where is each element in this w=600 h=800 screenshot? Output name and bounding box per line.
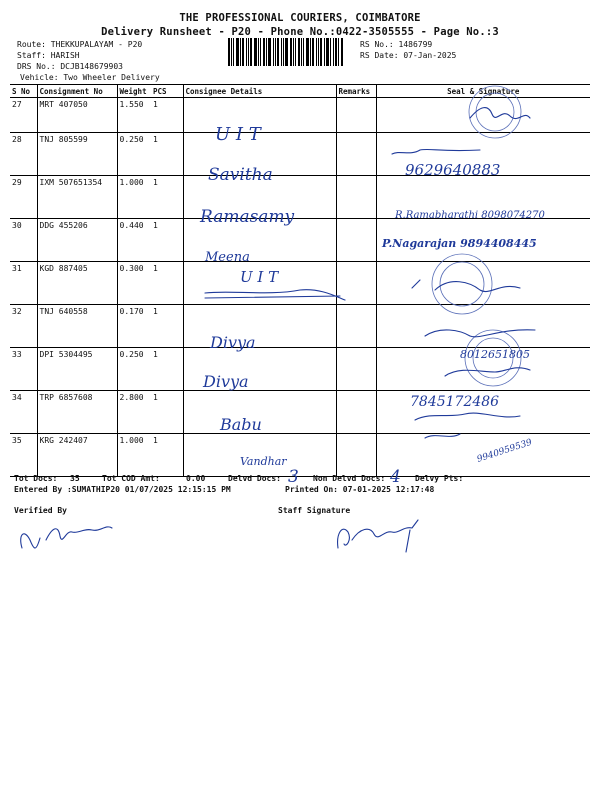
- row-weight: 1.550: [117, 98, 151, 133]
- entered-by: Entered By :SUMATHIP20 01/07/2025 12:15:15 PM: [14, 485, 231, 494]
- tot-cod-value: 0.00: [186, 474, 206, 483]
- staff-label: Staff: HARISH: [17, 51, 80, 60]
- signature-handwriting: P.Nagarajan 9894408445: [382, 237, 537, 250]
- row-pcs: 1: [151, 98, 183, 133]
- delvd-docs-handwritten: 3: [288, 467, 299, 487]
- row-sno: 28: [10, 133, 37, 176]
- rs-number: RS No.: 1486799: [360, 40, 433, 49]
- rs-date: RS Date: 07-Jan-2025: [360, 51, 457, 60]
- non-delvd-docs-handwritten: 4: [390, 467, 401, 487]
- consignee-handwriting: Babu: [220, 415, 262, 434]
- row-pcs: 1: [151, 348, 183, 391]
- delvd-docs-label: Delvd Docs:: [228, 474, 281, 483]
- row-pcs: 1: [151, 262, 183, 305]
- staff-signature-scribble: [338, 520, 418, 552]
- row-weight: 0.440: [117, 219, 151, 262]
- company-title: THE PROFESSIONAL COURIERS, COIMBATORE: [179, 12, 421, 24]
- signature-scribble: [415, 413, 520, 420]
- consignee-handwriting: U I T: [215, 124, 261, 145]
- row-consignment-no: IXM 507651354: [37, 176, 117, 219]
- consignee-handwriting: Divya: [210, 333, 256, 352]
- row-consignment-no: TRP 6857608: [37, 391, 117, 434]
- verified-by-signature: [21, 527, 112, 548]
- consignee-handwriting: Divya: [203, 372, 249, 391]
- signature-handwriting: 8012651805: [460, 348, 530, 361]
- row-consignment-no: TNJ 805599: [37, 133, 117, 176]
- row-consignment-no: KRG 242407: [37, 434, 117, 477]
- row-pcs: 1: [151, 176, 183, 219]
- staff-signature-label: Staff Signature: [278, 506, 351, 515]
- row-pcs: 1: [151, 434, 183, 477]
- row-sno: 32: [10, 305, 37, 348]
- signature-scribble: [425, 434, 460, 438]
- col-remarks: Remarks: [336, 85, 376, 98]
- printed-on: Printed On: 07-01-2025 12:17:48: [285, 485, 435, 494]
- row-consignment-no: DDG 455206: [37, 219, 117, 262]
- row-consignment-no: KGD 887405: [37, 262, 117, 305]
- consignee-handwriting: Vandhar: [240, 455, 287, 468]
- signature-handwriting: 9629640883: [405, 161, 501, 179]
- delvy-pts-label: Delvy Pts:: [415, 474, 464, 483]
- row-consignment-no: MRT 407050: [37, 98, 117, 133]
- signature-scribble: [412, 280, 520, 292]
- strike-through-line: [205, 296, 340, 298]
- row-pcs: 1: [151, 305, 183, 348]
- row-weight: 0.250: [117, 348, 151, 391]
- verified-by-label: Verified By: [14, 506, 67, 515]
- consignee-handwriting: Savitha: [208, 165, 273, 185]
- signature-scribble: [392, 149, 480, 154]
- tot-docs-label: Tot Docs:: [14, 474, 58, 483]
- row-pcs: 1: [151, 133, 183, 176]
- vehicle-label: Vehicle: Two Wheeler Delivery: [20, 73, 160, 82]
- col-weight: Weight: [117, 85, 151, 98]
- seal-stamp-icon: [469, 86, 521, 138]
- row-weight: 0.300: [117, 262, 151, 305]
- row-sno: 31: [10, 262, 37, 305]
- signature-handwriting: 9940959539: [475, 437, 534, 465]
- row-pcs: 1: [151, 391, 183, 434]
- route-label: Route: THEKKUPALAYAM - P20: [17, 40, 143, 49]
- row-weight: 0.170: [117, 305, 151, 348]
- consignee-handwriting: Ramasamy: [200, 207, 295, 227]
- col-sno: S No: [10, 85, 37, 98]
- row-weight: 0.250: [117, 133, 151, 176]
- row-consignment-no: DPI 5304495: [37, 348, 117, 391]
- runsheet-subtitle: Delivery Runsheet - P20 - Phone No.:0422-3505555 - Page No.:3: [101, 26, 499, 38]
- consignee-handwriting: Meena: [205, 250, 250, 265]
- signature-handwriting: R.Ramabharathi 8098074270: [395, 210, 545, 221]
- drs-number: DRS No.: DCJB148679903: [17, 62, 123, 71]
- col-consignee: Consignee Details: [183, 85, 336, 98]
- consignee-handwriting: U I T: [240, 268, 279, 286]
- row-pcs: 1: [151, 219, 183, 262]
- row-sno: 35: [10, 434, 37, 477]
- row-sno: 33: [10, 348, 37, 391]
- col-pcs: PCS: [151, 85, 183, 98]
- col-seal-signature: Seal & Signature: [376, 85, 590, 98]
- row-weight: 2.800: [117, 391, 151, 434]
- row-sno: 27: [10, 98, 37, 133]
- row-consignment-no: TNJ 640558: [37, 305, 117, 348]
- strike-through-scribble: [205, 290, 345, 300]
- seal-stamp-icon: [432, 254, 492, 314]
- signature-handwriting: 7845172486: [410, 394, 500, 410]
- col-consignment: Consignment No: [37, 85, 117, 98]
- row-sno: 34: [10, 391, 37, 434]
- non-delvd-docs-label: Non Delvd Docs:: [313, 474, 386, 483]
- tot-docs-value: 35: [70, 474, 80, 483]
- row-sno: 30: [10, 219, 37, 262]
- tot-cod-label: Tot COD Amt:: [102, 474, 160, 483]
- row-weight: 1.000: [117, 434, 151, 477]
- row-sno: 29: [10, 176, 37, 219]
- row-weight: 1.000: [117, 176, 151, 219]
